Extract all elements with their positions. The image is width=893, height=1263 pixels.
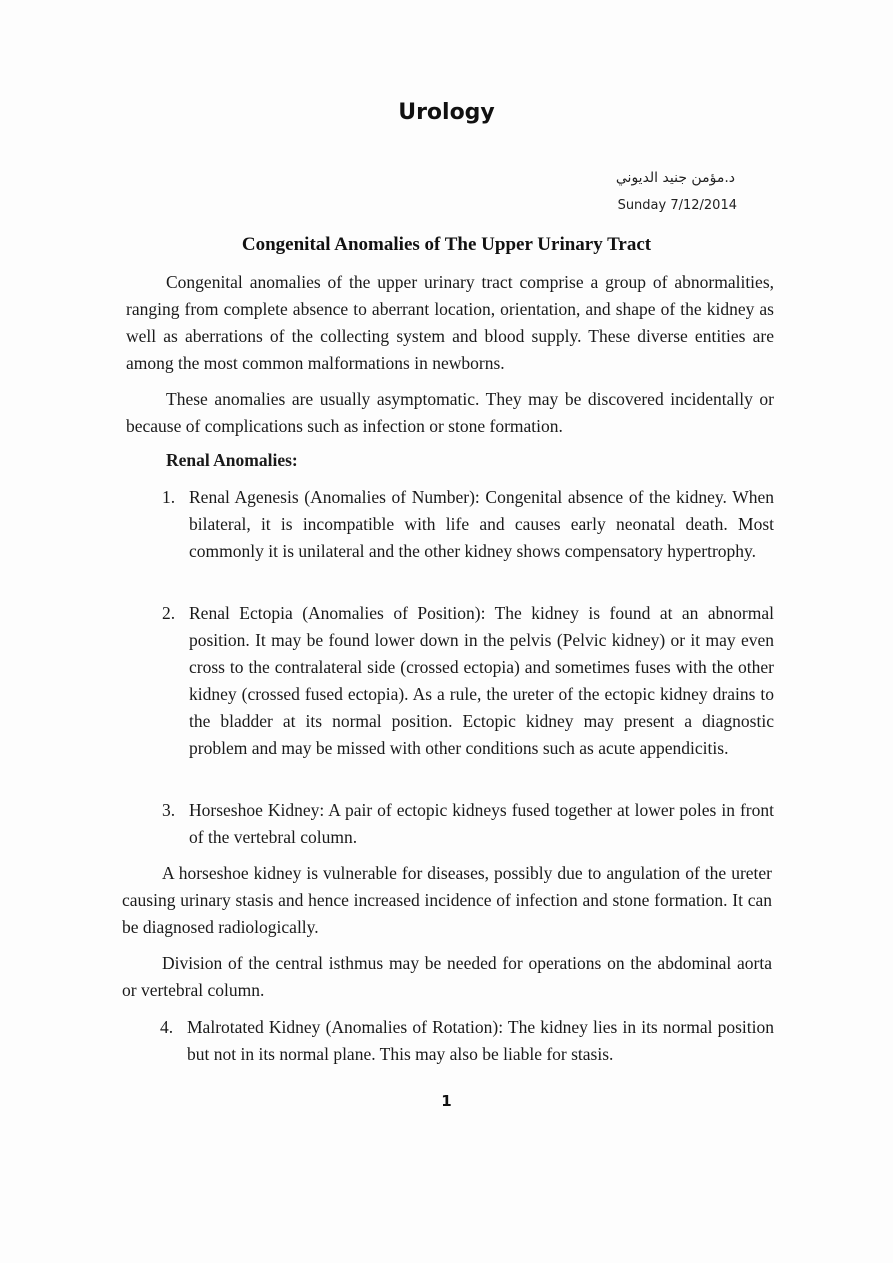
list-item: [162, 484, 774, 565]
paragraph-asymptomatic: [126, 386, 774, 440]
paragraph-text: Congenital anomalies of the upper urinary tract comprise a group of abnormalities, ranging from complete absence to aberrant location, orientation, and shape of the kidney as well as aberrations of the collecting system and blood supply. These diverse entities are among the most common malformations in newborns.: [126, 272, 774, 373]
list-item-number: 1.: [162, 487, 176, 507]
paragraph-text: These anomalies are usually asymptomatic. They may be discovered incidentally or because of complications such as infection or stone formation.: [126, 389, 774, 436]
list-item-text: Horseshoe Kidney: A pair of ectopic kidneys fused together at lower poles in front of the vertebral column.: [189, 800, 774, 847]
paragraph-text: A horseshoe kidney is vulnerable for diseases, possibly due to angulation of the ureter causing urinary stasis and hence increased incidence of infection and stone formation. It can be diagnosed radiologically.: [122, 863, 772, 937]
list-item-text: Malrotated Kidney (Anomalies of Rotation): The kidney lies in its normal position but not in its normal plane. This may also be liable for stasis.: [187, 1017, 774, 1064]
author-name: د.مؤمن جنيد الديوني: [615, 170, 735, 186]
list-item-text: Renal Ectopia (Anomalies of Position): The kidney is found at an abnormal position. It may be found lower down in the pelvis (Pelvic kidney) or it may even cross to the contralateral side (crossed ectopia) and sometimes fuses with the other kidney (crossed fused ectopia). As a rule, the ureter of the ectopic kidney drains to the bladder at its normal position. Ectopic kidney may present a diagnostic problem and may be missed with other conditions such as acute appendicitis.: [189, 603, 774, 758]
paragraph-text: Division of the central isthmus may be needed for operations on the abdominal aorta or vertebral column.: [122, 953, 772, 1000]
section-heading: Congenital Anomalies of The Upper Urinary Tract: [241, 234, 652, 255]
list-item: [162, 600, 774, 762]
list-item: [162, 797, 774, 851]
list-item-text: Renal Agenesis (Anomalies of Number): Congenital absence of the kidney. When bilateral, it is incompatible with life and causes early neonatal death. Most commonly it is unilateral and the other kidney shows compensatory hypertrophy.: [189, 487, 774, 561]
list-item: [160, 1014, 774, 1068]
paragraph-isthmus: [122, 950, 772, 1004]
page-title: Urology: [398, 100, 495, 125]
paragraph-horseshoe: [122, 860, 772, 941]
subheading-renal-anomalies: Renal Anomalies:: [166, 450, 298, 470]
paragraph-intro: [126, 269, 774, 377]
lecture-date: Sunday 7/12/2014: [617, 198, 737, 213]
list-item-number: 2.: [162, 603, 176, 623]
page-number: 1: [441, 1092, 452, 1110]
list-item-number: 4.: [160, 1017, 174, 1037]
list-item-number: 3.: [162, 800, 176, 820]
